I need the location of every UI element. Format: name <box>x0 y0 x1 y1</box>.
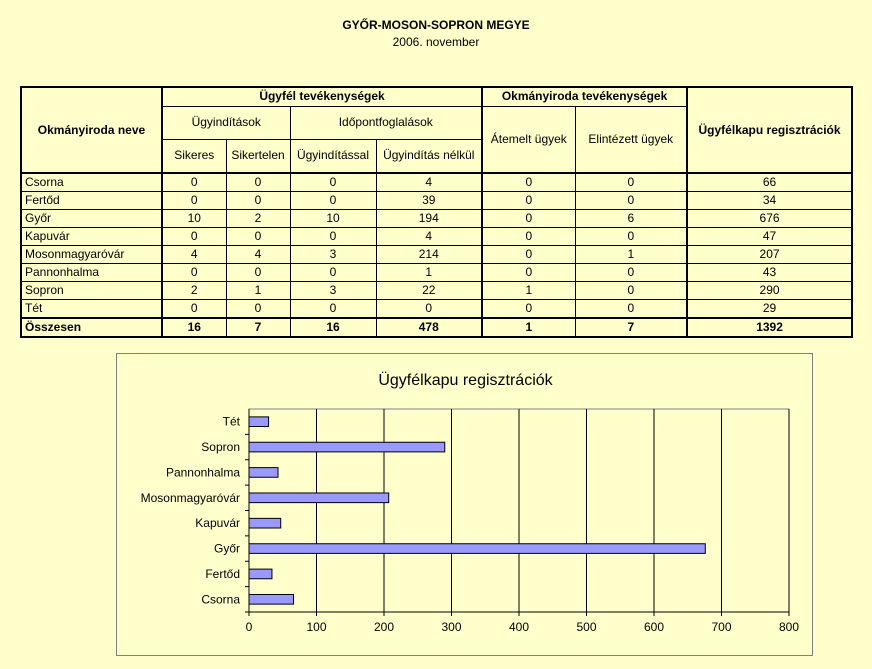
col-settled-header: Elintézett ügyek <box>575 106 687 173</box>
value-cell: 0 <box>482 246 575 264</box>
group-client-header: Ügyfél tevékenységek <box>162 87 482 106</box>
x-tick-label: 700 <box>711 620 732 634</box>
col-fail-header: Sikertelen <box>226 139 290 173</box>
total-value-cell: 16 <box>290 318 376 337</box>
chart-area <box>116 353 813 656</box>
value-cell: 10 <box>290 210 376 228</box>
office-name-cell: Győr <box>21 210 162 228</box>
table-row <box>21 300 852 319</box>
category-label: Sopron <box>201 440 240 455</box>
value-cell: 0 <box>226 192 290 210</box>
col-office-header: Okmányiroda neve <box>21 87 162 173</box>
office-name-cell: Fertőd <box>21 192 162 210</box>
value-cell: 10 <box>162 210 226 228</box>
office-name-cell: Kapuvár <box>21 228 162 246</box>
x-tick-label: 800 <box>778 620 800 634</box>
x-tick-label: 100 <box>306 620 327 634</box>
value-cell: 0 <box>226 300 290 319</box>
x-tick-label: 400 <box>508 620 530 634</box>
value-cell: 0 <box>290 300 376 319</box>
total-value-cell: 16 <box>162 318 226 337</box>
value-cell: 0 <box>226 173 290 192</box>
statistics-table <box>20 86 853 338</box>
x-tick-label: 300 <box>441 620 462 634</box>
value-cell: 290 <box>687 282 852 300</box>
value-cell: 0 <box>575 192 687 210</box>
value-cell: 0 <box>482 192 575 210</box>
value-cell: 0 <box>575 173 687 192</box>
value-cell: 34 <box>687 192 852 210</box>
report-title: GYŐR-MOSON-SOPRON MEGYE <box>342 18 530 32</box>
category-label: Csorna <box>201 592 240 607</box>
total-label: Összesen <box>21 318 162 337</box>
col-transferred-header: Átemelt ügyek <box>482 106 575 173</box>
bar <box>249 594 294 604</box>
value-cell: 194 <box>376 210 482 228</box>
office-name-cell: Csorna <box>21 173 162 192</box>
value-cell: 0 <box>290 264 376 282</box>
value-cell: 0 <box>162 192 226 210</box>
bar <box>249 468 278 478</box>
total-value-cell: 1 <box>482 318 575 337</box>
value-cell: 1 <box>376 264 482 282</box>
value-cell: 1 <box>226 282 290 300</box>
category-label: Tét <box>222 414 240 429</box>
col-registrations-header: Ügyfélkapu regisztrációk <box>687 87 852 173</box>
category-label: Pannonhalma <box>165 465 240 480</box>
total-value-cell: 7 <box>226 318 290 337</box>
value-cell: 22 <box>376 282 482 300</box>
table-row <box>21 210 852 228</box>
report-subtitle: 2006. november <box>392 35 480 49</box>
value-cell: 47 <box>687 228 852 246</box>
total-value-cell: 7 <box>575 318 687 337</box>
value-cell: 676 <box>687 210 852 228</box>
value-cell: 4 <box>162 246 226 264</box>
total-value-cell: 478 <box>376 318 482 337</box>
category-label: Mosonmagyaróvár <box>140 490 240 505</box>
col-success-header: Sikeres <box>162 139 226 173</box>
value-cell: 4 <box>226 246 290 264</box>
value-cell: 0 <box>575 264 687 282</box>
value-cell: 2 <box>226 210 290 228</box>
table-row <box>21 282 852 300</box>
value-cell: 66 <box>687 173 852 192</box>
category-label: Kapuvár <box>195 516 240 531</box>
x-tick-label: 200 <box>373 620 395 634</box>
value-cell: 0 <box>482 173 575 192</box>
value-cell: 0 <box>290 192 376 210</box>
value-cell: 0 <box>482 300 575 319</box>
value-cell: 0 <box>575 282 687 300</box>
office-name-cell: Pannonhalma <box>21 264 162 282</box>
value-cell: 0 <box>226 264 290 282</box>
value-cell: 0 <box>575 300 687 319</box>
value-cell: 43 <box>687 264 852 282</box>
value-cell: 0 <box>482 210 575 228</box>
value-cell: 6 <box>575 210 687 228</box>
value-cell: 0 <box>226 228 290 246</box>
table-row <box>21 192 852 210</box>
value-cell: 0 <box>482 228 575 246</box>
sub-cases-header: Ügyindítások <box>162 106 290 139</box>
value-cell: 1 <box>482 282 575 300</box>
value-cell: 3 <box>290 282 376 300</box>
category-label: Fertőd <box>205 566 240 581</box>
value-cell: 4 <box>376 173 482 192</box>
bar <box>249 518 281 528</box>
report-header <box>0 18 872 50</box>
x-tick-label: 500 <box>576 620 597 634</box>
group-office-header: Okmányiroda tevékenységek <box>482 87 687 106</box>
value-cell: 0 <box>575 228 687 246</box>
value-cell: 1 <box>575 246 687 264</box>
bar <box>249 442 445 452</box>
value-cell: 39 <box>376 192 482 210</box>
col-without-case-header: Ügyindítás nélkül <box>376 139 482 173</box>
table-row <box>21 228 852 246</box>
value-cell: 0 <box>162 173 226 192</box>
office-name-cell: Sopron <box>21 282 162 300</box>
value-cell: 0 <box>376 300 482 319</box>
value-cell: 214 <box>376 246 482 264</box>
sub-appointments-header: Időpontfoglalások <box>290 106 482 139</box>
bar <box>249 544 705 554</box>
value-cell: 0 <box>482 264 575 282</box>
value-cell: 0 <box>162 228 226 246</box>
table-row <box>21 264 852 282</box>
value-cell: 0 <box>290 173 376 192</box>
category-label: Győr <box>213 541 240 556</box>
total-value-cell: 1392 <box>687 318 852 337</box>
office-name-cell: Mosonmagyaróvár <box>21 246 162 264</box>
value-cell: 207 <box>687 246 852 264</box>
bar <box>249 569 272 579</box>
total-row <box>21 318 852 337</box>
chart-title: Ügyfélkapu regisztrációk <box>378 372 553 389</box>
table-row <box>21 173 852 192</box>
col-with-case-header: Ügyindítással <box>290 139 376 173</box>
table-row <box>21 246 852 264</box>
office-name-cell: Tét <box>21 300 162 319</box>
value-cell: 4 <box>376 228 482 246</box>
bar <box>249 493 389 503</box>
value-cell: 2 <box>162 282 226 300</box>
x-tick-label: 0 <box>245 620 253 634</box>
value-cell: 3 <box>290 246 376 264</box>
bar-chart <box>117 354 814 657</box>
value-cell: 0 <box>162 300 226 319</box>
bar <box>249 417 269 427</box>
value-cell: 29 <box>687 300 852 319</box>
x-tick-label: 600 <box>643 620 665 634</box>
value-cell: 0 <box>290 228 376 246</box>
value-cell: 0 <box>162 264 226 282</box>
